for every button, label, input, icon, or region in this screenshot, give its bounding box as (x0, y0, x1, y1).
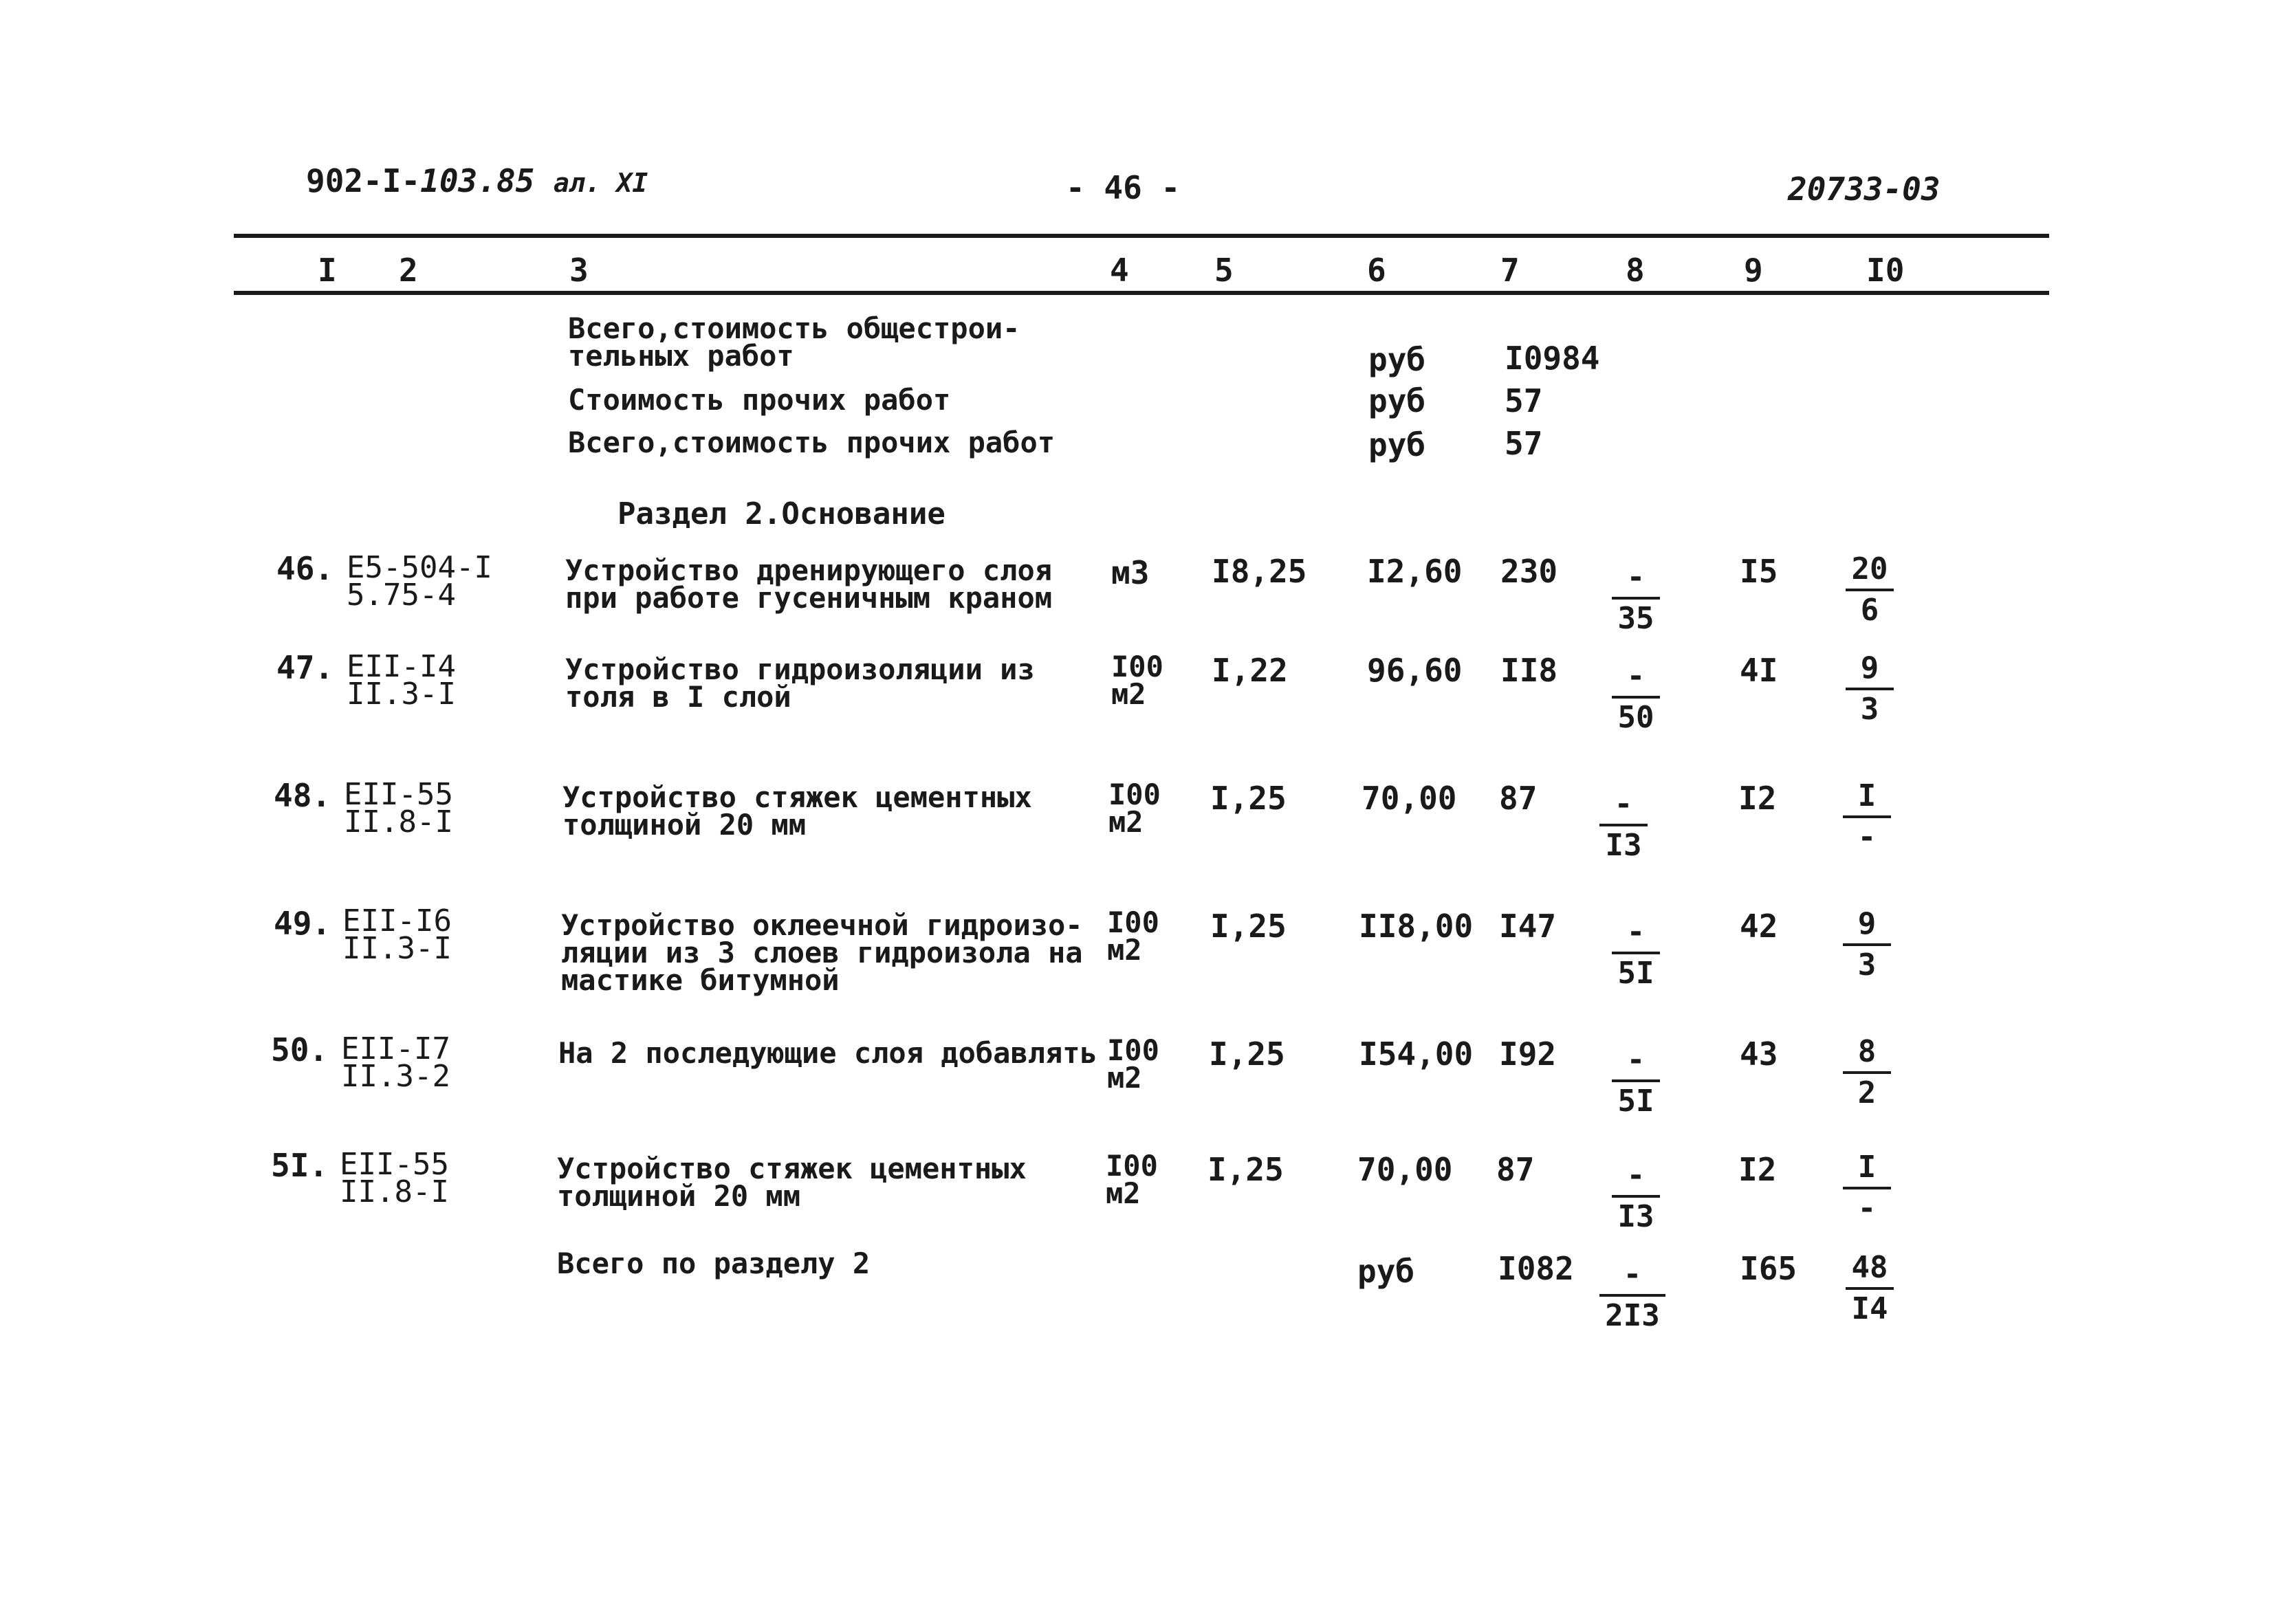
row-description-line3: мастике битумной (561, 963, 840, 997)
row-code (341, 1031, 450, 1094)
col-8: 8 (1626, 252, 1645, 289)
section-total-col10-bottom: I4 (1851, 1291, 1888, 1326)
row-col9: I2 (1738, 1151, 1777, 1188)
row-unit (1108, 778, 1161, 839)
album-number: ал. XI (554, 168, 648, 198)
row-description-line1: Устройство стяжек цементных (557, 1152, 1027, 1185)
row-col10-bottom: - (1857, 820, 1877, 855)
row-col10-bottom: 6 (1860, 593, 1879, 628)
row-unit-line2: м2 (1107, 933, 1142, 967)
summary-other-total-unit: руб (1368, 426, 1426, 463)
row-unit-line2: м2 (1111, 677, 1146, 711)
row-col10-bottom: 3 (1857, 947, 1877, 983)
row-col10-fraction (1843, 1148, 1891, 1228)
row-description-line1: Устройство гидроизоляции из (565, 652, 1035, 686)
row-quantity: I,25 (1207, 1151, 1284, 1188)
row-code-line1: Е5-504-I (347, 550, 492, 585)
row-code (344, 777, 453, 840)
row-col8-fraction (1612, 1041, 1660, 1121)
row-unit-line1: I00 (1107, 906, 1159, 939)
row-code-line1: ЕII-55 (344, 777, 453, 812)
row-description-line2: толщиной 20 мм (562, 808, 807, 842)
col-1: I (318, 252, 337, 289)
row-col8-top: - (1612, 1041, 1660, 1082)
reference-number: 20733-03 (1788, 171, 1940, 208)
row-unit (1106, 1149, 1158, 1210)
summary-total-general-unit: руб (1368, 341, 1426, 378)
col-4: 4 (1110, 252, 1129, 289)
col-6: 6 (1367, 252, 1386, 289)
row-code-line2: II.8-I (340, 1174, 449, 1209)
row-quantity: I,22 (1212, 652, 1288, 689)
row-unit (1107, 906, 1159, 967)
row-col8-top: - (1612, 1156, 1660, 1198)
section-total-col8-top: - (1599, 1255, 1665, 1297)
row-total: 87 (1499, 780, 1538, 817)
row-description-line2: толщиной 20 мм (557, 1179, 801, 1213)
row-col8-top: - (1599, 785, 1648, 826)
row-code-line2: II.3-I (342, 931, 452, 966)
section-total-value: I082 (1498, 1250, 1574, 1287)
row-quantity: I,25 (1209, 1035, 1285, 1073)
row-price: 70,00 (1362, 780, 1457, 817)
col-9: 9 (1744, 252, 1763, 289)
row-code (347, 550, 492, 613)
row-col8-top: - (1612, 657, 1660, 699)
header-rule (234, 291, 2049, 295)
row-price: 70,00 (1357, 1151, 1453, 1188)
summary-total-general-label (568, 311, 1020, 373)
row-unit-line2: м2 (1108, 805, 1144, 839)
summary-other-unit: руб (1368, 382, 1426, 419)
row-description-line2: толя в I слой (565, 680, 791, 714)
col-5: 5 (1214, 252, 1234, 289)
row-col10-top: 9 (1843, 905, 1891, 946)
row-col8-fraction (1599, 785, 1648, 865)
row-col10-top: 8 (1843, 1033, 1891, 1074)
row-quantity: I8,25 (1212, 553, 1307, 590)
row-description (565, 553, 1053, 615)
section-total-col10-top: 48 (1846, 1249, 1894, 1290)
row-col8-bottom: 50 (1617, 700, 1654, 735)
row-number: 46. (276, 550, 334, 587)
section-total-label: Всего по разделу 2 (557, 1247, 871, 1280)
row-quantity: I,25 (1210, 780, 1287, 817)
summary-other-value: 57 (1505, 382, 1543, 419)
col-2: 2 (399, 252, 418, 289)
top-rule (234, 234, 2049, 238)
col-3: 3 (569, 252, 589, 289)
row-col10-top: 20 (1846, 550, 1894, 591)
row-description-line1: Устройство дренирующего слоя (565, 553, 1053, 587)
row-number: 48. (274, 777, 331, 814)
col-7: 7 (1500, 252, 1520, 289)
row-col10-bottom: - (1857, 1191, 1877, 1226)
row-code (342, 903, 452, 966)
row-code (347, 649, 456, 712)
row-number: 5I. (271, 1147, 329, 1184)
row-col10-bottom: 3 (1860, 692, 1879, 727)
summary-total-general-value: I0984 (1505, 340, 1600, 377)
section-total-col8-fraction (1599, 1255, 1665, 1335)
row-col8-bottom: I3 (1605, 828, 1642, 863)
row-col8-fraction (1612, 1156, 1660, 1236)
row-description (558, 1036, 1097, 1070)
row-col10-top: I (1843, 1148, 1891, 1189)
row-col10-fraction (1846, 649, 1894, 729)
row-description-line1: Устройство оклеечной гидроизо- (561, 908, 1083, 942)
doc-code-handwritten: 103.85 (420, 162, 535, 199)
row-unit-line1: I00 (1111, 650, 1163, 683)
row-code-line2: II.3-2 (341, 1059, 450, 1094)
row-unit (1107, 1033, 1159, 1095)
row-number: 47. (276, 649, 334, 686)
row-total: I92 (1499, 1035, 1557, 1073)
col-10: I0 (1866, 252, 1905, 289)
row-price: II8,00 (1359, 908, 1474, 945)
row-col8-fraction (1612, 558, 1660, 638)
row-col8-fraction (1612, 913, 1660, 993)
row-description (557, 1152, 1027, 1213)
summary-other-label: Стоимость прочих работ (568, 383, 951, 417)
section-total-col9: I65 (1740, 1250, 1797, 1287)
row-col9: 4I (1740, 652, 1778, 689)
row-description-line1: Устройство стяжек цементных (562, 780, 1032, 814)
row-price: I2,60 (1367, 553, 1463, 590)
summary-other-total-value: 57 (1505, 425, 1543, 462)
row-code-line1: ЕII-I6 (342, 903, 452, 939)
row-unit-line2: м2 (1107, 1061, 1142, 1095)
doc-code-printed: 902-I- (306, 162, 421, 199)
row-col8-fraction (1612, 657, 1660, 737)
row-description-line2: ляции из 3 слоев гидроизола на (561, 936, 1083, 969)
row-code-line2: II.3-I (347, 677, 456, 712)
row-col8-top: - (1612, 558, 1660, 600)
row-code-line2: 5.75-4 (347, 578, 456, 613)
row-col8-bottom: 35 (1617, 601, 1654, 636)
section-title: Раздел 2.Основание (617, 496, 945, 531)
row-col10-fraction (1843, 1033, 1891, 1112)
row-col10-fraction (1846, 550, 1894, 630)
row-price: 96,60 (1367, 652, 1463, 689)
row-col10-bottom: 2 (1857, 1075, 1877, 1110)
row-description (562, 780, 1032, 842)
row-col9: 42 (1740, 908, 1778, 945)
row-code-line2: II.8-I (344, 804, 453, 840)
doc-code (306, 162, 648, 199)
row-description (565, 652, 1035, 714)
row-unit-line1: I00 (1107, 1033, 1159, 1067)
row-quantity: I,25 (1210, 908, 1287, 945)
summary-total-general-line2: тельных работ (568, 339, 794, 373)
row-description-line2: при работе гусеничным краном (565, 581, 1053, 615)
row-unit (1111, 650, 1163, 711)
row-code-line1: ЕII-I4 (347, 649, 456, 684)
section-total-unit: руб (1357, 1253, 1415, 1290)
row-description (561, 908, 1083, 997)
row-col8-bottom: 5I (1617, 956, 1654, 991)
row-col8-bottom: I3 (1617, 1199, 1654, 1234)
row-col8-bottom: 5I (1617, 1084, 1654, 1119)
row-unit-line1: I00 (1106, 1149, 1158, 1183)
row-unit-line1: I00 (1108, 778, 1161, 811)
row-total: 230 (1500, 553, 1558, 590)
row-total: I47 (1499, 908, 1557, 945)
page-number: - 46 - (1066, 169, 1181, 206)
row-code-line1: ЕII-55 (340, 1147, 449, 1182)
summary-total-general-line1: Всего,стоимость общестрои- (568, 311, 1020, 345)
row-col10-fraction (1843, 777, 1891, 857)
row-total: 87 (1496, 1151, 1535, 1188)
section-total-col8-bottom: 2I3 (1605, 1298, 1660, 1333)
row-col10-top: I (1843, 777, 1891, 818)
row-code (340, 1147, 449, 1209)
row-total: II8 (1500, 652, 1558, 689)
row-code-line1: ЕII-I7 (341, 1031, 450, 1066)
row-unit: м3 (1111, 554, 1150, 591)
row-col9: 43 (1740, 1035, 1778, 1073)
row-number: 50. (271, 1031, 329, 1068)
row-col10-fraction (1843, 905, 1891, 985)
row-price: I54,00 (1359, 1035, 1474, 1073)
row-col8-top: - (1612, 913, 1660, 954)
row-description-line1: На 2 последующие слоя добавлять (558, 1036, 1097, 1070)
row-number: 49. (274, 905, 331, 942)
row-unit-line2: м2 (1106, 1176, 1141, 1210)
row-col9: I5 (1740, 553, 1778, 590)
row-col9: I2 (1738, 780, 1777, 817)
summary-other-total-label: Всего,стоимость прочих работ (568, 426, 1056, 459)
section-total-col10-fraction (1846, 1249, 1894, 1328)
row-col10-top: 9 (1846, 649, 1894, 690)
